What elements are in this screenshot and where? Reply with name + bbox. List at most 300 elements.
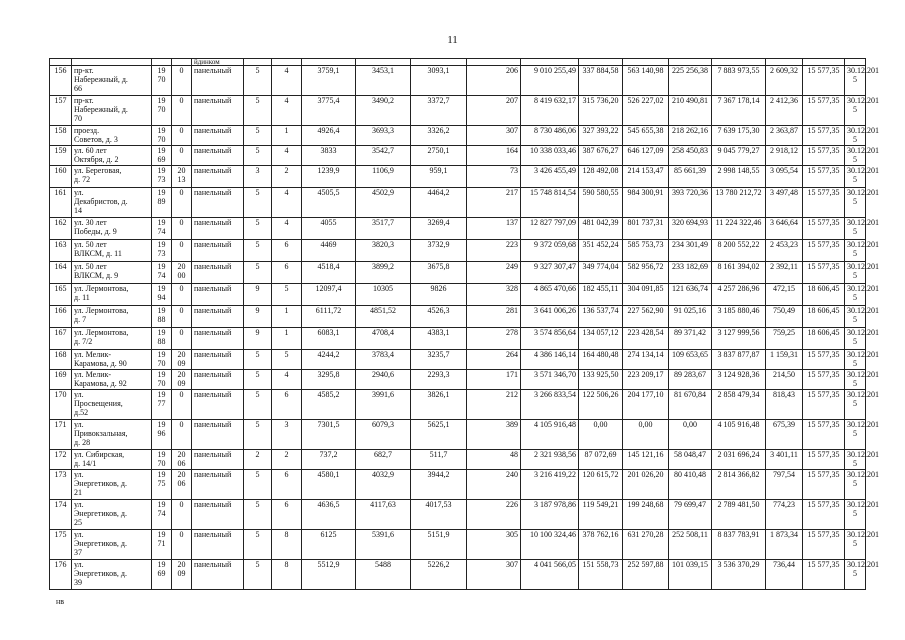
cell-wall-material: панельный [192, 126, 244, 146]
cell-total-cost: 12 827 797,09 [521, 218, 579, 240]
cell-residents: 171 [467, 370, 521, 390]
cell-unit-cost: 818,43 [766, 390, 803, 420]
cell-cost-part-2: 563 140,98 [623, 66, 669, 96]
cell-floors: 5 [244, 126, 272, 146]
cell-residents: 278 [467, 328, 521, 350]
cell-cost-part-2: 204 177,10 [623, 390, 669, 420]
cell-total-cost: 3 187 978,86 [521, 500, 579, 530]
cell-deadline: 30.12.201 5 [845, 530, 866, 560]
cell-residents: 305 [467, 530, 521, 560]
cell-cost-part-1: 128 492,08 [579, 166, 623, 188]
cell-area-living: 5391,6 [356, 530, 411, 560]
cell-floors: 5 [244, 530, 272, 560]
cell-area-living: 3991,6 [356, 390, 411, 420]
cell-area-total: 6111,72 [302, 306, 356, 328]
cell-build-year: 19 74 [152, 218, 172, 240]
cell-cost-part-2: 545 655,38 [623, 126, 669, 146]
cell-row-number: 161 [50, 188, 72, 218]
cell-cost-part-2: 585 753,73 [623, 240, 669, 262]
cell-address: ул. Просвещения, д.52 [72, 390, 152, 420]
table-row [50, 166, 866, 188]
cell-floors: 5 [244, 350, 272, 370]
cell-total-cost: 3 574 856,64 [521, 328, 579, 350]
cell-area-residential: 4464,2 [411, 188, 467, 218]
cell-deadline: 30.12.201 5 [845, 350, 866, 370]
cell-entrances: 4 [272, 66, 302, 96]
cell-area-living: 10305 [356, 284, 411, 306]
cell-cost-part-1: 134 057,12 [579, 328, 623, 350]
cell-deadline: 30.12.201 5 [845, 146, 866, 166]
cell-residents: 223 [467, 240, 521, 262]
cell-repair-year: 0 [172, 126, 192, 146]
cell-row-number: 175 [50, 530, 72, 560]
cell-area-residential: 5226,2 [411, 560, 467, 590]
cell-total-cost: 3 426 455,49 [521, 166, 579, 188]
cell-residents: 217 [467, 188, 521, 218]
cell-max-unit-cost: 15 577,35 [803, 420, 845, 450]
cell-cost-part-1: 119 549,21 [579, 500, 623, 530]
cell-cost-part-3: 109 653,65 [669, 350, 712, 370]
cell-row-number: 170 [50, 390, 72, 420]
cell-entrances: 6 [272, 470, 302, 500]
cell-build-year: 19 94 [152, 284, 172, 306]
cell-wall-material: панельный [192, 146, 244, 166]
cell-entrances: 4 [272, 218, 302, 240]
cell-area-living: 3453,1 [356, 66, 411, 96]
cell-address: ул. Мелик- Карамова, д. 92 [72, 370, 152, 390]
cell-row-number: 163 [50, 240, 72, 262]
cell-cost-part-2: 304 091,85 [623, 284, 669, 306]
table-header-fragment [50, 59, 866, 66]
cell-cost-part-1: 136 537,74 [579, 306, 623, 328]
cell-wall-material: панельный [192, 188, 244, 218]
cell-max-unit-cost: 15 577,35 [803, 126, 845, 146]
cell-row-number: 168 [50, 350, 72, 370]
cell-total-cost: 9 372 059,68 [521, 240, 579, 262]
cell-entrances: 5 [272, 284, 302, 306]
cell-area-living: 4708,4 [356, 328, 411, 350]
cell-build-year: 19 74 [152, 262, 172, 284]
cell-cost-part-2: 223 428,54 [623, 328, 669, 350]
cell-row-number: 176 [50, 560, 72, 590]
cell-max-unit-cost: 15 577,35 [803, 470, 845, 500]
cell-total-cost: 8 419 632,17 [521, 96, 579, 126]
cell-area-living: 4117,63 [356, 500, 411, 530]
cell-cost-part-1: 0,00 [579, 420, 623, 450]
cell-wall-material: панельный [192, 450, 244, 470]
cell-floors: 5 [244, 218, 272, 240]
cell-area-total: 3775,4 [302, 96, 356, 126]
cell-row-number: 173 [50, 470, 72, 500]
table-row [50, 470, 866, 500]
cell-area-total: 4244,2 [302, 350, 356, 370]
cell-unit-cost: 774,23 [766, 500, 803, 530]
cell-row-number: 165 [50, 284, 72, 306]
cell-max-unit-cost: 15 577,35 [803, 530, 845, 560]
cell-area-total: 4518,4 [302, 262, 356, 284]
cell-address: ул. 50 лет ВЛКСМ, д. 9 [72, 262, 152, 284]
cell-unit-cost: 2 412,36 [766, 96, 803, 126]
cell-wall-material: панельный [192, 370, 244, 390]
cell-cost-part-3: 233 182,69 [669, 262, 712, 284]
cell-residents: 137 [467, 218, 521, 240]
cell-max-unit-cost: 15 577,35 [803, 390, 845, 420]
table-row [50, 240, 866, 262]
cell-build-year: 19 70 [152, 450, 172, 470]
cell-deadline: 30.12.201 5 [845, 390, 866, 420]
cell-unit-cost: 1 873,34 [766, 530, 803, 560]
cell-cost-part-2: 201 026,20 [623, 470, 669, 500]
cell-area-living: 5488 [356, 560, 411, 590]
cell-entrances: 4 [272, 146, 302, 166]
table-row [50, 350, 866, 370]
cell-area-total: 5512,9 [302, 560, 356, 590]
cell-entrances: 1 [272, 126, 302, 146]
cell-row-number: 157 [50, 96, 72, 126]
table-row [50, 560, 866, 590]
cell-residents: 206 [467, 66, 521, 96]
cell-repair-year: 0 [172, 146, 192, 166]
cell-area-total: 1239,9 [302, 166, 356, 188]
cell-cost-part-3: 85 661,39 [669, 166, 712, 188]
cell-cost-part-1: 87 072,69 [579, 450, 623, 470]
cell-wall-material: панельный [192, 96, 244, 126]
cell-area-residential: 4383,1 [411, 328, 467, 350]
cell-cost-part-4: 7 883 973,55 [712, 66, 766, 96]
cell-address: ул. Привокзальная, д. 28 [72, 420, 152, 450]
cell-cost-part-2: 582 956,72 [623, 262, 669, 284]
cell-area-living: 4032,9 [356, 470, 411, 500]
cell-repair-year: 0 [172, 188, 192, 218]
cell-deadline: 30.12.201 5 [845, 166, 866, 188]
cell-area-residential: 3269,4 [411, 218, 467, 240]
cell-area-living: 3899,2 [356, 262, 411, 284]
cell-area-residential: 9826 [411, 284, 467, 306]
cell-deadline: 30.12.201 5 [845, 500, 866, 530]
cell-cost-part-2: 526 227,02 [623, 96, 669, 126]
cell-max-unit-cost: 15 577,35 [803, 370, 845, 390]
cell-area-total: 3295,8 [302, 370, 356, 390]
cell-cost-part-1: 120 615,72 [579, 470, 623, 500]
cell-residents: 164 [467, 146, 521, 166]
cell-build-year: 19 70 [152, 126, 172, 146]
cell-deadline: 30.12.201 5 [845, 66, 866, 96]
cell-entrances: 5 [272, 350, 302, 370]
cell-cost-part-4: 11 224 322,46 [712, 218, 766, 240]
cell-cost-part-3: 234 301,49 [669, 240, 712, 262]
cell-residents: 249 [467, 262, 521, 284]
cell-floors: 9 [244, 328, 272, 350]
cell-floors: 5 [244, 560, 272, 590]
table-row [50, 390, 866, 420]
cell-residents: 73 [467, 166, 521, 188]
cell-entrances: 2 [272, 166, 302, 188]
cell-address: ул. Лермонтова, д. 7/2 [72, 328, 152, 350]
cell-cost-part-2: 227 562,90 [623, 306, 669, 328]
cell-deadline: 30.12.201 5 [845, 284, 866, 306]
cell-area-residential: 3826,1 [411, 390, 467, 420]
cell-entrances: 1 [272, 306, 302, 328]
cell-total-cost: 4 041 566,05 [521, 560, 579, 590]
cell-cost-part-1: 481 042,39 [579, 218, 623, 240]
cell-residents: 207 [467, 96, 521, 126]
cell-area-total: 3833 [302, 146, 356, 166]
cell-unit-cost: 1 159,31 [766, 350, 803, 370]
cell-floors: 5 [244, 66, 272, 96]
table-row [50, 370, 866, 390]
cell-area-living: 3490,2 [356, 96, 411, 126]
table-row [50, 328, 866, 350]
cell-unit-cost: 3 095,54 [766, 166, 803, 188]
cell-unit-cost: 3 646,64 [766, 218, 803, 240]
cell-residents: 281 [467, 306, 521, 328]
cell-unit-cost: 2 453,23 [766, 240, 803, 262]
cell-floors: 5 [244, 262, 272, 284]
cell-floors: 3 [244, 166, 272, 188]
cell-address: пр-кт. Набережный, д. 70 [72, 96, 152, 126]
cell-cost-part-3: 258 450,83 [669, 146, 712, 166]
cell-area-total: 4505,5 [302, 188, 356, 218]
cell-area-total: 737,2 [302, 450, 356, 470]
cell-entrances: 2 [272, 450, 302, 470]
table-row [50, 450, 866, 470]
cell-floors: 2 [244, 450, 272, 470]
cell-address: ул. Лермонтова, д. 7 [72, 306, 152, 328]
cell-area-residential: 2293,3 [411, 370, 467, 390]
table-row [50, 96, 866, 126]
cell-area-residential: 3675,8 [411, 262, 467, 284]
cell-area-residential: 4017,53 [411, 500, 467, 530]
cell-area-living: 3820,3 [356, 240, 411, 262]
cell-total-cost: 9 010 255,49 [521, 66, 579, 96]
cell-area-living: 6079,3 [356, 420, 411, 450]
cell-area-living: 4851,52 [356, 306, 411, 328]
cell-row-number: 172 [50, 450, 72, 470]
cell-repair-year: 20 13 [172, 166, 192, 188]
cell-cost-part-2: 984 300,91 [623, 188, 669, 218]
cell-area-total: 4469 [302, 240, 356, 262]
cell-cost-part-2: 214 153,47 [623, 166, 669, 188]
header-fragment: йдинком [192, 59, 244, 66]
cell-repair-year: 0 [172, 284, 192, 306]
cell-cost-part-4: 3 124 928,36 [712, 370, 766, 390]
cell-build-year: 19 73 [152, 240, 172, 262]
cell-area-living: 2940,6 [356, 370, 411, 390]
cell-area-total: 6125 [302, 530, 356, 560]
cell-residents: 240 [467, 470, 521, 500]
cell-cost-part-4: 4 105 916,48 [712, 420, 766, 450]
cell-entrances: 8 [272, 530, 302, 560]
cell-wall-material: панельный [192, 500, 244, 530]
cell-wall-material: панельный [192, 218, 244, 240]
cell-total-cost: 3 571 346,70 [521, 370, 579, 390]
cell-cost-part-4: 8 837 783,91 [712, 530, 766, 560]
cell-deadline: 30.12.201 5 [845, 126, 866, 146]
cell-cost-part-3: 89 371,42 [669, 328, 712, 350]
cell-area-total: 4636,5 [302, 500, 356, 530]
cell-cost-part-4: 3 837 877,87 [712, 350, 766, 370]
cell-wall-material: панельный [192, 390, 244, 420]
cell-build-year: 19 70 [152, 66, 172, 96]
table-row [50, 146, 866, 166]
cell-floors: 5 [244, 500, 272, 530]
table-row [50, 500, 866, 530]
cell-row-number: 166 [50, 306, 72, 328]
cell-entrances: 1 [272, 328, 302, 350]
cell-area-total: 4926,4 [302, 126, 356, 146]
cell-cost-part-2: 646 127,09 [623, 146, 669, 166]
cell-cost-part-1: 315 736,20 [579, 96, 623, 126]
cell-cost-part-2: 145 121,16 [623, 450, 669, 470]
cell-repair-year: 20 09 [172, 350, 192, 370]
cell-deadline: 30.12.201 5 [845, 560, 866, 590]
table-row [50, 420, 866, 450]
cell-max-unit-cost: 15 577,35 [803, 560, 845, 590]
cell-residents: 212 [467, 390, 521, 420]
cell-area-residential: 3372,7 [411, 96, 467, 126]
cell-total-cost: 4 386 146,14 [521, 350, 579, 370]
cell-total-cost: 3 216 419,22 [521, 470, 579, 500]
cell-cost-part-3: 252 508,11 [669, 530, 712, 560]
cell-area-living: 4502,9 [356, 188, 411, 218]
cell-area-residential: 511,7 [411, 450, 467, 470]
cell-row-number: 169 [50, 370, 72, 390]
cell-cost-part-1: 387 676,27 [579, 146, 623, 166]
cell-max-unit-cost: 15 577,35 [803, 262, 845, 284]
cell-wall-material: панельный [192, 560, 244, 590]
cell-cost-part-2: 252 597,88 [623, 560, 669, 590]
cell-unit-cost: 214,50 [766, 370, 803, 390]
cell-row-number: 167 [50, 328, 72, 350]
cell-unit-cost: 736,44 [766, 560, 803, 590]
cell-area-total: 4055 [302, 218, 356, 240]
cell-address: ул. Мелик- Карамова, д. 90 [72, 350, 152, 370]
cell-address: ул. Береговая, д. 72 [72, 166, 152, 188]
cell-build-year: 19 70 [152, 350, 172, 370]
cell-repair-year: 20 00 [172, 262, 192, 284]
cell-cost-part-3: 225 256,38 [669, 66, 712, 96]
cell-address: проезд. Советов, д. 3 [72, 126, 152, 146]
table-row [50, 262, 866, 284]
cell-row-number: 159 [50, 146, 72, 166]
cell-cost-part-1: 133 925,50 [579, 370, 623, 390]
cell-build-year: 19 88 [152, 328, 172, 350]
cell-deadline: 30.12.201 5 [845, 470, 866, 500]
cell-floors: 5 [244, 390, 272, 420]
cell-repair-year: 0 [172, 328, 192, 350]
cell-wall-material: панельный [192, 530, 244, 560]
cell-deadline: 30.12.201 5 [845, 240, 866, 262]
cell-entrances: 6 [272, 262, 302, 284]
cell-max-unit-cost: 15 577,35 [803, 218, 845, 240]
cell-entrances: 4 [272, 96, 302, 126]
cell-cost-part-3: 210 490,81 [669, 96, 712, 126]
cell-repair-year: 20 09 [172, 370, 192, 390]
cell-floors: 5 [244, 96, 272, 126]
cell-cost-part-3: 0,00 [669, 420, 712, 450]
cell-entrances: 3 [272, 420, 302, 450]
cell-area-residential: 3732,9 [411, 240, 467, 262]
cell-cost-part-2: 631 270,28 [623, 530, 669, 560]
cell-address: ул. Лермонтова, д. 11 [72, 284, 152, 306]
cell-row-number: 164 [50, 262, 72, 284]
cell-address: ул. Энергетиков, д. 25 [72, 500, 152, 530]
cell-wall-material: панельный [192, 284, 244, 306]
cell-wall-material: панельный [192, 328, 244, 350]
cell-cost-part-4: 3 127 999,56 [712, 328, 766, 350]
cell-cost-part-4: 9 045 779,27 [712, 146, 766, 166]
cell-unit-cost: 675,39 [766, 420, 803, 450]
cell-floors: 5 [244, 470, 272, 500]
cell-total-cost: 10 100 324,46 [521, 530, 579, 560]
cell-row-number: 156 [50, 66, 72, 96]
cell-repair-year: 0 [172, 240, 192, 262]
cell-residents: 389 [467, 420, 521, 450]
cell-address: ул. 30 лет Победы, д. 9 [72, 218, 152, 240]
cell-total-cost: 3 266 833,54 [521, 390, 579, 420]
cell-deadline: 30.12.201 5 [845, 188, 866, 218]
cell-area-living: 3517,7 [356, 218, 411, 240]
cell-repair-year: 0 [172, 66, 192, 96]
cell-deadline: 30.12.201 5 [845, 420, 866, 450]
cell-cost-part-3: 91 025,16 [669, 306, 712, 328]
cell-cost-part-4: 8 200 552,22 [712, 240, 766, 262]
cell-cost-part-4: 2 858 479,34 [712, 390, 766, 420]
cell-cost-part-3: 81 670,84 [669, 390, 712, 420]
cell-cost-part-3: 79 699,47 [669, 500, 712, 530]
cell-area-residential: 5625,1 [411, 420, 467, 450]
cell-repair-year: 0 [172, 218, 192, 240]
cell-build-year: 19 70 [152, 370, 172, 390]
cell-unit-cost: 2 363,87 [766, 126, 803, 146]
table-row [50, 126, 866, 146]
cell-wall-material: панельный [192, 420, 244, 450]
cell-wall-material: панельный [192, 66, 244, 96]
cell-cost-part-3: 218 262,16 [669, 126, 712, 146]
cell-cost-part-2: 223 209,17 [623, 370, 669, 390]
cell-area-residential: 5151,9 [411, 530, 467, 560]
cell-repair-year: 20 06 [172, 470, 192, 500]
cell-residents: 328 [467, 284, 521, 306]
cell-unit-cost: 2 918,12 [766, 146, 803, 166]
cell-build-year: 19 74 [152, 500, 172, 530]
cell-row-number: 160 [50, 166, 72, 188]
cell-total-cost: 9 327 307,47 [521, 262, 579, 284]
cell-max-unit-cost: 15 577,35 [803, 450, 845, 470]
cell-max-unit-cost: 15 577,35 [803, 350, 845, 370]
cell-entrances: 6 [272, 500, 302, 530]
cell-area-living: 3542,7 [356, 146, 411, 166]
cell-cost-part-1: 164 480,48 [579, 350, 623, 370]
cell-area-total: 4585,2 [302, 390, 356, 420]
cell-address: ул. Энергетиков, д. 21 [72, 470, 152, 500]
cell-address: ул. Декабристов, д. 14 [72, 188, 152, 218]
cell-area-total: 6083,1 [302, 328, 356, 350]
page-number: 11 [447, 34, 458, 46]
cell-area-residential: 3235,7 [411, 350, 467, 370]
cell-cost-part-1: 122 506,26 [579, 390, 623, 420]
table-row [50, 306, 866, 328]
cell-entrances: 6 [272, 240, 302, 262]
cell-cost-part-1: 327 393,22 [579, 126, 623, 146]
cell-cost-part-3: 80 410,48 [669, 470, 712, 500]
cell-row-number: 174 [50, 500, 72, 530]
cell-wall-material: панельный [192, 306, 244, 328]
cell-total-cost: 10 338 033,46 [521, 146, 579, 166]
cell-unit-cost: 750,49 [766, 306, 803, 328]
cell-build-year: 19 75 [152, 470, 172, 500]
cell-total-cost: 2 321 938,56 [521, 450, 579, 470]
